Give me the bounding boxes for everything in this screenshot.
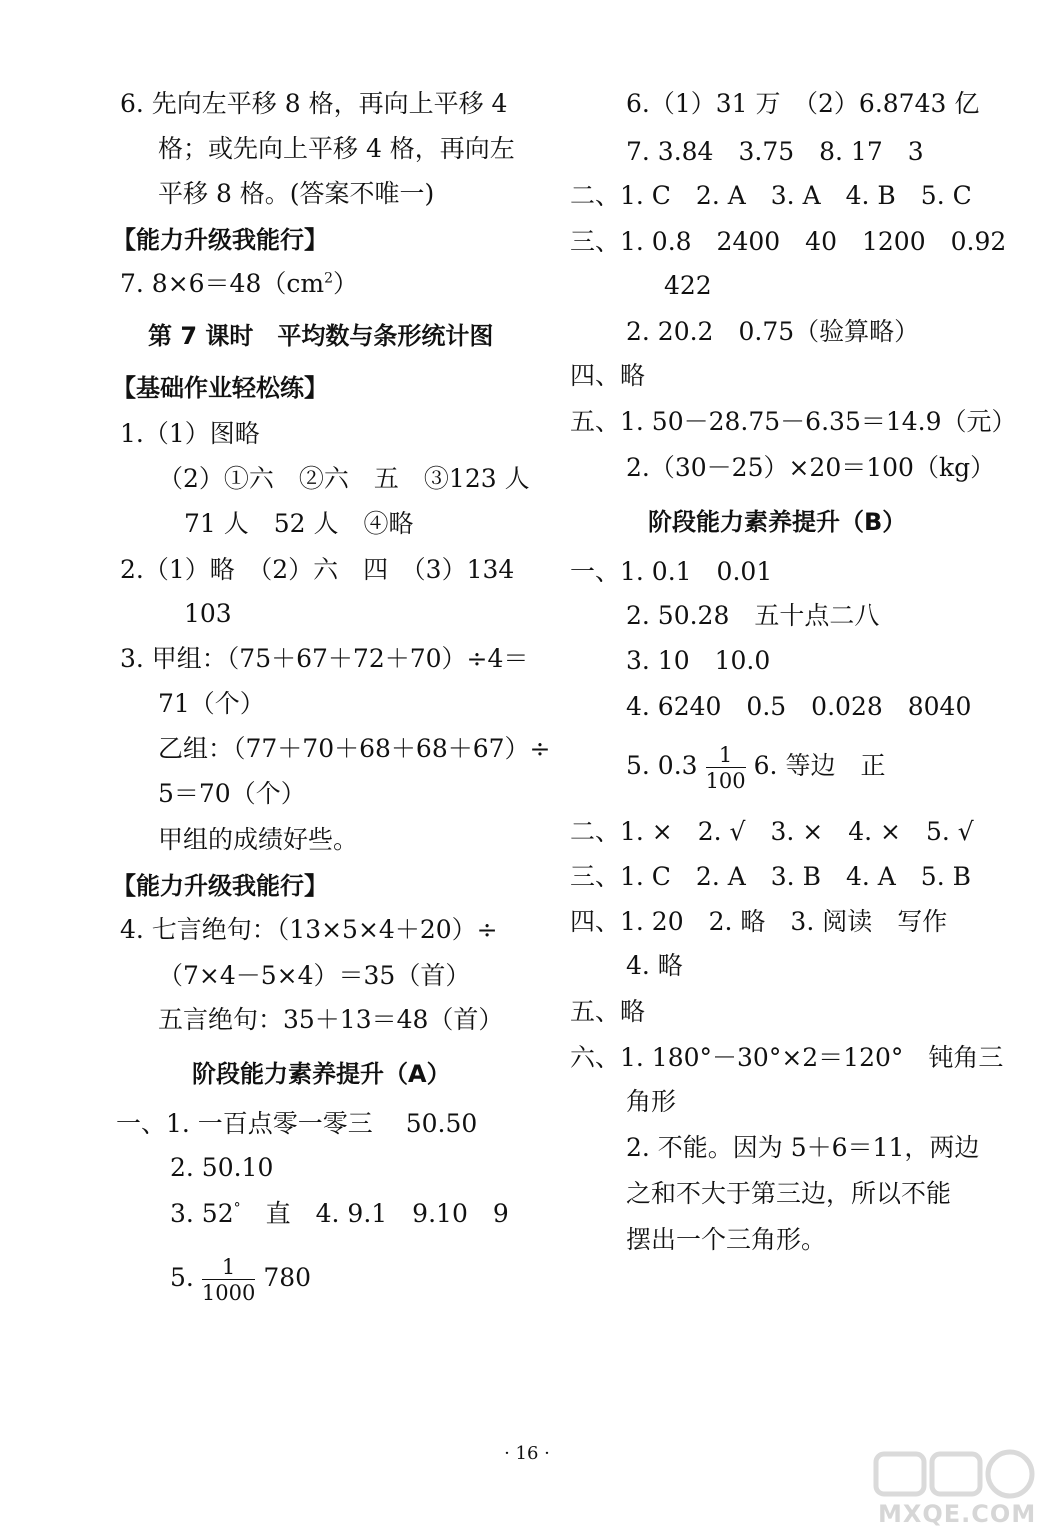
answer-line: 71（个）	[158, 689, 265, 718]
answer-line: 一、1. 0.1 0.01	[570, 557, 773, 586]
answer-line: 2.（30－25）×20＝100（kg）	[626, 453, 996, 482]
section-title: 阶段能力素养提升（B）	[648, 508, 907, 536]
answer-line: 乙组：（77＋70＋68＋68＋67）÷	[158, 734, 551, 763]
answer-line: 7. $8\times 6=48(cm^2)$	[120, 269, 359, 298]
section-heading: 【能力升级我能行】	[112, 872, 328, 900]
section-heading: 【能力升级我能行】	[112, 226, 328, 254]
watermark-text: MXQE.COM	[878, 1500, 1037, 1528]
answer-line: 4. 6240 0.5 0.028 8040	[626, 692, 972, 721]
answer-line: 三、1. 0.8 2400 40 1200 0.92	[570, 227, 1007, 256]
answer-line: 之和不大于第三边，所以不能	[626, 1179, 952, 1208]
answer-line: 4. 略	[626, 951, 683, 980]
answer-line: 6. 先向左平移 8 格，再向上平移 4	[120, 89, 508, 118]
answer-line: 3. 10 10.0	[626, 646, 771, 675]
answer-line: 2.（1）略 （2）六 四 （3）134	[120, 555, 515, 584]
answer-line: 二、1. C 2. A 3. A 4. B 5. C	[570, 181, 972, 210]
fraction: $\frac{1}{1000}$	[201, 1254, 256, 1305]
page-number: · 16 ·	[504, 1443, 550, 1464]
section-title: 阶段能力素养提升（A）	[192, 1060, 451, 1088]
answer-line: 1.（1）图略	[120, 419, 260, 448]
answer-line: 5＝70（个）	[158, 779, 306, 808]
answer-line: 五、略	[570, 997, 646, 1026]
answer-line: 2. 50.28 五十点二八	[626, 601, 880, 630]
answer-line: （2）①六 ②六 五 ③123 人	[158, 464, 530, 493]
answer-line: 三、1. C 2. A 3. B 4. A 5. B	[570, 862, 971, 891]
answer-line: 71 人 52 人 ④略	[184, 509, 414, 538]
answer-line: 二、1. × 2. √ 3. × 4. × 5. √	[570, 817, 974, 846]
answer-line: 2. 20.2 0.75（验算略）	[626, 317, 920, 346]
answer-line: 3. 甲组：（75＋67＋72＋70）÷4＝	[120, 644, 529, 673]
answer-line: 5. 0.3 $\frac{1}{100}$ 6. 等边 正	[626, 742, 886, 793]
fraction: $\frac{1}{100}$	[705, 742, 746, 793]
answer-line: 五、1. 50－28.75－6.35＝14.9（元）	[570, 407, 1017, 436]
answer-line: 2. 不能。因为 5＋6＝11，两边	[626, 1133, 980, 1162]
answer-line: 六、1. 180°－30°×2＝120° 钝角三	[570, 1043, 1004, 1072]
answer-line: 3. 52° 直 4. 9.1 9.10 9	[170, 1199, 509, 1228]
answer-line: 平移 8 格。(答案不唯一)	[158, 179, 435, 208]
answer-line: 一、1. 一百点零一零三 50.50	[116, 1109, 478, 1138]
answer-line: 摆出一个三角形。	[626, 1225, 827, 1254]
answer-line: （7×4－5×4）＝35（首）	[158, 961, 471, 990]
lesson-title: 第 7 课时 平均数与条形统计图	[148, 322, 494, 350]
answer-line: 4. 七言绝句：（13×5×4＋20）÷	[120, 915, 498, 944]
answer-line: 7. 3.84 3.75 8. 17 3	[626, 137, 924, 166]
answer-line: 422	[664, 271, 712, 300]
answer-line: 四、略	[570, 361, 646, 390]
answer-line: 四、1. 20 2. 略 3. 阅读 写作	[570, 907, 948, 936]
answer-line: 甲组的成绩好些。	[158, 825, 359, 854]
answer-line: 5. $\frac{1}{1000}$ 780	[170, 1254, 312, 1305]
answer-line: 角形	[626, 1087, 677, 1116]
section-heading: 【基础作业轻松练】	[112, 374, 328, 402]
answer-line: 6.（1）31 万 （2）6.8743 亿	[626, 89, 980, 118]
answer-line: 格；或先向上平移 4 格，再向左	[158, 134, 515, 163]
answer-line: 2. 50.10	[170, 1153, 274, 1182]
answer-line: 103	[184, 599, 232, 628]
answer-line: 五言绝句：35＋13＝48（首）	[158, 1005, 504, 1034]
